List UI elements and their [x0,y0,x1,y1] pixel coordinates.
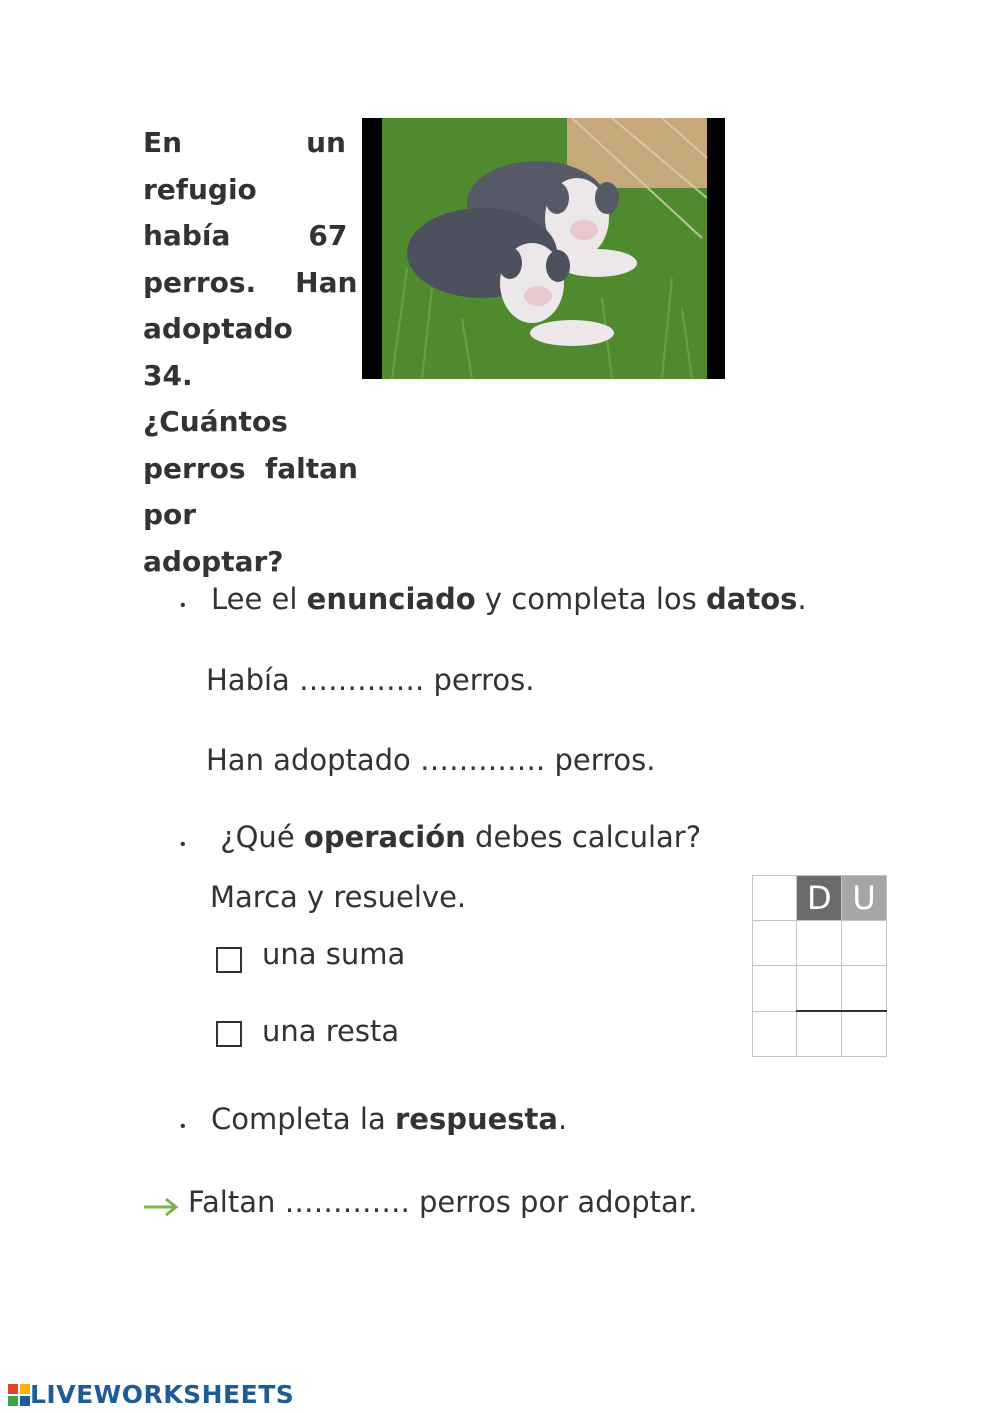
logo-text: LIVEWORKSHEETS [30,1380,295,1409]
grid-cell-input[interactable] [797,921,842,966]
instruction-text: y completa los [475,582,707,616]
keyword-enunciado: enunciado [306,582,476,616]
arrow-right-icon [142,1196,182,1223]
problem-statement [143,120,358,585]
grid-result-cell[interactable] [842,1011,887,1057]
marca-resuelve: Marca y resuelve. [210,880,467,914]
instruction-read [211,582,807,616]
grid-cell [753,921,797,966]
place-value-grid [752,875,887,1057]
problem-line: adoptado 34. [143,312,293,392]
keyword-datos: datos [706,582,798,616]
instruction-text: Completa la [211,1102,395,1136]
bullet-dot: • [180,1118,186,1135]
keyword-respuesta: respuesta [394,1102,558,1136]
grid-cell-input[interactable] [797,966,842,1012]
habia-fill-in[interactable]: Había …………. perros. [206,663,535,697]
liveworksheets-logo-icon [8,1384,30,1406]
liveworksheets-logo [8,1380,294,1409]
instruction-text: . [557,1102,568,1136]
option-suma-label: una suma [262,937,406,971]
puppies-photo [362,118,725,379]
instruction-text: . [797,582,807,616]
grid-cell [753,966,797,1012]
problem-line: había 67 [143,219,348,252]
instruction-operation [211,820,701,854]
grid-corner-cell [753,876,797,921]
grid-header-u: U [842,876,887,921]
grid-cell [753,1011,797,1057]
grid-result-cell[interactable] [797,1011,842,1057]
grid-header-d: D [797,876,842,921]
problem-line: por adoptar? [143,498,284,578]
bullet-dot: • [180,836,186,853]
instruction-text: ¿Qué [211,820,304,854]
option-resta-label: una resta [262,1014,400,1048]
grid-cell-input[interactable] [842,921,887,966]
problem-line: perros. Han [143,265,358,299]
problem-line: En un refugio [143,126,346,206]
problem-line: ¿Cuántos [143,405,288,438]
checkbox-suma[interactable] [216,947,242,973]
final-answer-fill-in[interactable]: Faltan …………. perros por adoptar. [188,1185,698,1219]
bullet-dot: • [180,597,186,614]
keyword-operacion: operación [303,820,466,854]
problem-line: perros faltan [143,451,358,485]
grid-cell-input[interactable] [842,966,887,1012]
instruction-text: debes calcular? [465,820,702,854]
instruction-text: Lee el [211,582,307,616]
adoptado-fill-in[interactable]: Han adoptado …………. perros. [206,743,656,777]
checkbox-resta[interactable] [216,1021,242,1047]
instruction-respuesta [211,1102,567,1136]
